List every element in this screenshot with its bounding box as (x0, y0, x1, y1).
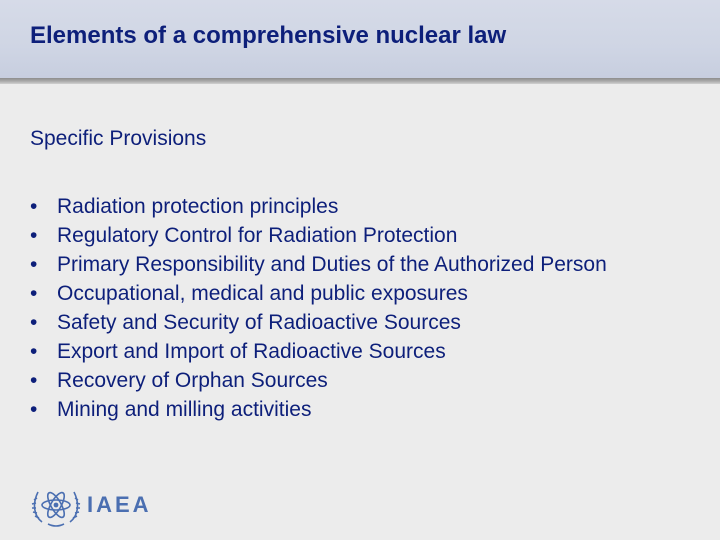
bullet-text: Primary Responsibility and Duties of the Authorized Person (57, 253, 607, 276)
iaea-logo-text: IAEA (87, 492, 152, 517)
bullet-text: Mining and milling activities (57, 398, 312, 421)
section-subtitle: Specific Provisions (30, 127, 207, 150)
bullet-icon: • (30, 195, 38, 218)
bullet-item (30, 279, 607, 308)
bullet-text: Occupational, medical and public exposures (57, 282, 468, 305)
bullet-item (30, 337, 607, 366)
bullet-item (30, 192, 607, 221)
slide-title: Elements of a comprehensive nuclear law (30, 22, 507, 49)
bullet-item (30, 221, 607, 250)
bullet-text: Regulatory Control for Radiation Protection (57, 224, 458, 247)
bullet-icon: • (30, 282, 38, 305)
bullet-item (30, 395, 607, 424)
bullet-item (30, 250, 607, 279)
bullet-icon: • (30, 311, 38, 334)
bullet-item (30, 308, 607, 337)
bullet-text: Safety and Security of Radioactive Sources (57, 311, 461, 334)
iaea-logo (30, 482, 170, 528)
bullet-text: Export and Import of Radioactive Sources (57, 340, 446, 363)
bullet-item (30, 366, 607, 395)
slide-header (0, 0, 720, 78)
bullet-icon: • (30, 340, 38, 363)
bullet-icon: • (30, 253, 38, 276)
bullet-list (30, 192, 607, 424)
bullet-text: Radiation protection principles (57, 195, 339, 218)
iaea-atom-wreath-icon (30, 482, 82, 528)
bullet-icon: • (30, 398, 38, 421)
header-divider (0, 78, 720, 84)
bullet-text: Recovery of Orphan Sources (57, 369, 328, 392)
bullet-icon: • (30, 369, 38, 392)
bullet-icon: • (30, 224, 38, 247)
